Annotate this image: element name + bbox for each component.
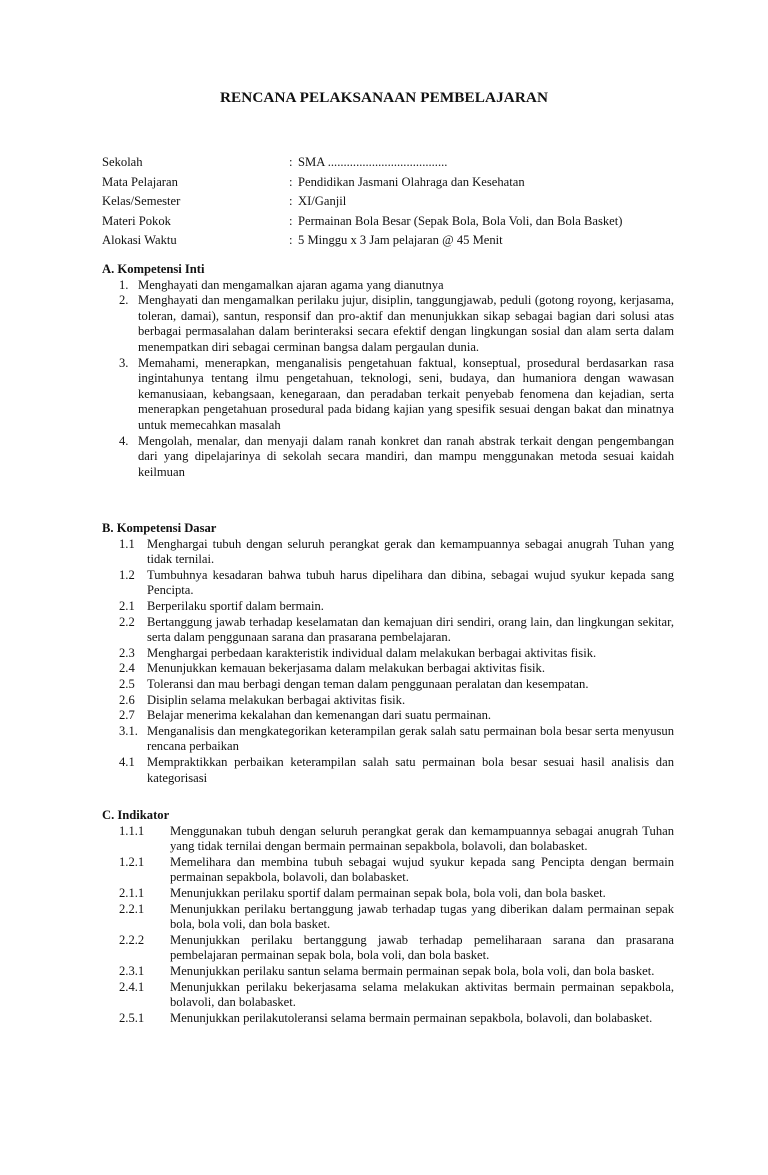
item-text: Menunjukkan perilakutoleransi selama bermain permainan sepakbola, bolavoli, dan bolabasket. [170, 1010, 653, 1025]
info-label: Kelas/Semester [102, 194, 181, 208]
list-item [102, 724, 674, 755]
list-item [102, 902, 674, 933]
list-item [102, 356, 674, 434]
item-text: Menggunakan tubuh dengan seluruh perangkat gerak dan kemampuannya sebagai anugrah Tuhan yang tidak ternilai dengan bermain permainan sepakbola, bolavoli, dan bolabasket. [170, 823, 674, 854]
item-text: Belajar menerima kekalahan dan kemenangan dari suatu permainan. [147, 708, 492, 723]
info-row-materi-pokok [102, 214, 682, 234]
item-number: 2.2 [119, 614, 135, 629]
info-label: Mata Pelajaran [102, 174, 178, 189]
item-number: 2.4.1 [119, 979, 145, 994]
section-indikator [102, 808, 674, 1026]
item-text: Menghayati dan mengamalkan perilaku jujur, disiplin, tanggungjawab, peduli (gotong royong, kerjasama, toleran, damai), santun, responsif dan pro-aktif dan menunjukkan sikap sebagai bagian dari solusi atas berbagai permasalahan dalam berinteraksi secara efektif dengan lingkungan sosial dan alam serta dalam menempatkan diri sebagai cerminan bangsa dalam pergaulan dunia. [138, 293, 674, 354]
list-item [102, 434, 674, 481]
info-value: Pendidikan Jasmani Olahraga dan Kesehatan [298, 174, 525, 189]
info-value: 5 Minggu x 3 Jam pelajaran @ 45 Menit [298, 233, 503, 247]
document-title: RENCANA PELAKSANAAN PEMBELAJARAN [219, 89, 549, 106]
info-label: Alokasi Waktu [102, 233, 177, 247]
item-number: 2.7 [119, 708, 135, 723]
info-label: Materi Pokok [102, 213, 171, 228]
info-row-kelas-semester [102, 194, 682, 214]
info-colon: : [289, 155, 293, 169]
list-item [102, 661, 674, 677]
item-text: Bertanggung jawab terhadap keselamatan dan kemajuan diri sendiri, orang lain, dan lingkungan sekitar, serta dalam penggunaan sarana dan prasarana pembelajaran. [147, 614, 674, 645]
item-text: Menunjukkan perilaku santun selama bermain permainan sepak bola, bola voli, dan bola basket. [170, 963, 655, 978]
item-text: Menghargai perbedaan karakteristik individual dalam melakukan berbagai aktivitas fisik. [147, 645, 597, 660]
section-kompetensi-dasar [102, 521, 674, 786]
info-colon: : [289, 174, 293, 189]
section-heading: B. Kompetensi Dasar [102, 521, 217, 535]
item-text: Menganalisis dan mengkategorikan keterampilan gerak salah satu permainan bola besar serta menyusun rencana perbaikan [147, 723, 674, 754]
item-text: Menunjukkan kemauan bekerjasama dalam melakukan berbagai aktivitas fisik. [147, 661, 545, 676]
item-number: 1. [119, 277, 129, 292]
item-number: 3.1. [119, 723, 138, 738]
section-heading: C. Indikator [102, 808, 170, 822]
list-item [102, 980, 674, 1011]
info-row-mata-pelajaran [102, 175, 682, 195]
list-item [102, 537, 674, 568]
list-item [102, 964, 674, 980]
list-item [102, 646, 674, 662]
info-value: XI/Ganjil [298, 194, 347, 208]
item-text: Menunjukkan perilaku sportif dalam permainan sepak bola, bola voli, dan bola basket. [170, 885, 606, 900]
item-number: 4. [119, 433, 129, 448]
item-text: Memelihara dan membina tubuh sebagai wujud syukur kepada sang Pencipta dengan bermain permainan sepakbola, bolavoli, dan bolabasket. [170, 854, 674, 885]
item-number: 2. [119, 293, 129, 308]
list-item [102, 708, 674, 724]
item-number: 2.2.1 [119, 901, 145, 916]
list-item [102, 278, 674, 294]
item-number: 2.2.2 [119, 932, 145, 947]
list-item [102, 933, 674, 964]
item-text: Menunjukkan perilaku bertanggung jawab terhadap pemeliharaan sarana dan prasarana pembelajaran permainan sepak bola, bola voli, dan bola basket. [170, 932, 674, 963]
info-value: Permainan Bola Besar (Sepak Bola, Bola Voli, dan Bola Basket) [298, 213, 623, 228]
item-text: Mempraktikkan perbaikan keterampilan salah satu permainan bola besar sesuai hasil analisis dan kategorisasi [147, 754, 674, 785]
item-text: Mengolah, menalar, dan menyaji dalam ranah konkret dan ranah abstrak terkait dengan pengembangan dari yang dipelajarinya di sekolah secara mandiri, dan mampu menggunakan metoda sesuai kaidah keilmuan [138, 433, 674, 479]
item-text: Menghargai tubuh dengan seluruh perangkat gerak dan kemampuannya sebagai anugrah Tuhan yang tidak ternilai. [147, 536, 674, 567]
item-number: 2.1.1 [119, 885, 145, 900]
identity-table [102, 155, 682, 253]
info-label: Sekolah [102, 155, 143, 169]
info-row-sekolah [102, 155, 682, 175]
item-number: 2.3 [119, 645, 135, 660]
item-number: 1.1 [119, 536, 135, 551]
info-colon: : [289, 213, 293, 228]
item-text: Toleransi dan mau berbagi dengan teman dalam penggunaan peralatan dan kesempatan. [147, 676, 589, 691]
list-item [102, 755, 674, 786]
section-heading: A. Kompetensi Inti [102, 262, 205, 276]
list-item [102, 855, 674, 886]
list-item [102, 568, 674, 599]
item-text: Memahami, menerapkan, menganalisis pengetahuan faktual, konseptual, prosedural berdasarkan rasa ingintahunya tentang ilmu pengetahuan, teknologi, seni, budaya, dan humaniora dengan wawasan kemanusiaan, kebangsaan, kenegaraan, dan peradaban terkait penyebab fenomena dan kejadian, serta menerapkan pengetahuan prosedural pada bidang kajian yang spesifik sesuai dengan bakat dan minatnya untuk memecahkan masalah [138, 355, 674, 432]
list-item [102, 824, 674, 855]
item-text: Menghayati dan mengamalkan ajaran agama yang dianutnya [138, 277, 444, 292]
list-item [102, 1011, 674, 1027]
item-number: 1.2.1 [119, 854, 145, 869]
item-text: Menunjukkan perilaku bertanggung jawab terhadap tugas yang diberikan dalam permainan sepak bola, bola voli, dan bola basket. [170, 901, 674, 932]
item-number: 2.5.1 [119, 1010, 145, 1025]
item-text: Disiplin selama melakukan berbagai aktivitas fisik. [147, 692, 406, 707]
item-number: 2.5 [119, 676, 135, 691]
list-item [102, 293, 674, 355]
item-text: Berperilaku sportif dalam bermain. [147, 598, 324, 613]
info-colon: : [289, 233, 293, 247]
item-number: 1.2 [119, 567, 135, 582]
list-item [102, 886, 674, 902]
item-number: 2.6 [119, 692, 135, 707]
item-number: 1.1.1 [119, 823, 145, 838]
info-row-alokasi-waktu [102, 233, 682, 253]
list-item [102, 599, 674, 615]
info-value: SMA ...................................... [298, 155, 448, 169]
section-kompetensi-inti [102, 262, 674, 480]
item-text: Tumbuhnya kesadaran bahwa tubuh harus dipelihara dan dibina, sebagai wujud syukur kepada sang Pencipta. [147, 567, 674, 598]
item-number: 2.3.1 [119, 963, 145, 978]
list-item [102, 677, 674, 693]
item-text: Menunjukkan perilaku bekerjasama selama melakukan aktivitas bermain permainan sepakbola, bolavoli, dan bolabasket. [170, 979, 674, 1010]
item-number: 2.1 [119, 598, 135, 613]
info-colon: : [289, 194, 293, 208]
item-number: 2.4 [119, 661, 135, 676]
list-item [102, 615, 674, 646]
list-item [102, 693, 674, 709]
item-number: 3. [119, 355, 129, 370]
item-number: 4.1 [119, 754, 135, 769]
